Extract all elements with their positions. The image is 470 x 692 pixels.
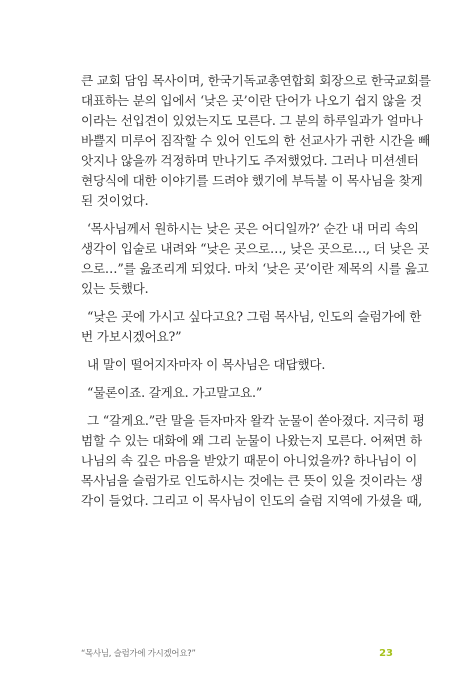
paragraph bbox=[81, 307, 422, 347]
text-line: 이라는 선입견이 있었는지도 모른다. 그 분의 하루일과가 얼마나 bbox=[81, 113, 423, 128]
text-line: 범할 수 있는 대화에 왜 그리 눈물이 나왔는지 모른다. 어쩌면 하 bbox=[81, 433, 422, 448]
page-number: 23 bbox=[379, 647, 393, 659]
text-line: 나님의 속 깊은 마음을 받았기 때문이 아니었을까? 하나님이 이 bbox=[81, 453, 418, 468]
text-line: 된 것이었다. bbox=[81, 193, 149, 208]
text-line: ‘목사님께서 원하시는 낮은 곳은 어디일까?’ 순간 내 머리 속의 bbox=[87, 221, 419, 236]
text-line: 큰 교회 담임 목사이며, 한국기독교총연합회 회장으로 한국교회를 bbox=[81, 73, 431, 88]
text-line: 각이 들었다. 그리고 이 목사님이 인도의 슬럼 지역에 가셨을 때, bbox=[81, 493, 422, 508]
paragraph-gap bbox=[81, 375, 393, 383]
text-line: “낮은 곳에 가시고 싶다고요? 그럼 목사님, 인도의 슬럼가에 한 bbox=[87, 309, 422, 324]
paragraph bbox=[81, 219, 430, 299]
paragraph-gap bbox=[81, 403, 393, 411]
text-line: 번 가보시겠어요?” bbox=[81, 329, 182, 344]
text-line: 내 말이 떨어지자마자 이 목사님은 대답했다. bbox=[87, 357, 326, 372]
running-head: “목사님, 슬럼가에 가시겠어요?” bbox=[81, 648, 196, 658]
text-line: 앗지나 않을까 걱정하며 만나기도 주저했었다. 그러나 미션센터 bbox=[81, 153, 419, 168]
paragraph bbox=[81, 355, 393, 375]
paragraph-gap bbox=[81, 347, 393, 355]
page-footer bbox=[81, 646, 393, 660]
text-line: 있는 듯했다. bbox=[81, 281, 149, 296]
text-line: 으로…”를 읊조리게 되었다. 마치 ‘낮은 곳’이란 제목의 시를 읊고 bbox=[81, 261, 429, 276]
text-line: “물론이죠. 갈게요. 가고말고요.” bbox=[87, 385, 263, 400]
paragraph bbox=[81, 411, 425, 511]
text-line: 대표하는 분의 입에서 ‘낮은 곳’이란 단어가 나오기 쉽지 않을 것 bbox=[81, 93, 422, 108]
text-line: 바쁠지 미루어 짐작할 수 있어 인도의 한 선교사가 귀한 시간을 빼 bbox=[81, 133, 431, 148]
text-line: 생각이 입술로 내려와 “낮은 곳으로…, 낮은 곳으로…, 더 낮은 곳 bbox=[81, 241, 430, 256]
body-text bbox=[81, 71, 431, 511]
paragraph bbox=[81, 71, 431, 211]
paragraph-gap bbox=[81, 211, 393, 219]
text-line: 목사님을 슬럼가로 인도하시는 것에는 큰 뜻이 있을 것이라는 생 bbox=[81, 473, 423, 488]
paragraph-gap bbox=[81, 299, 393, 307]
text-line: 현당식에 대한 이야기를 드려야 했기에 부득불 이 목사님을 찾게 bbox=[81, 173, 423, 188]
text-line: 그 “갈게요.”란 말을 듣자마자 왈칵 눈물이 쏟아졌다. 지극히 평 bbox=[87, 413, 425, 428]
paragraph bbox=[81, 383, 393, 403]
